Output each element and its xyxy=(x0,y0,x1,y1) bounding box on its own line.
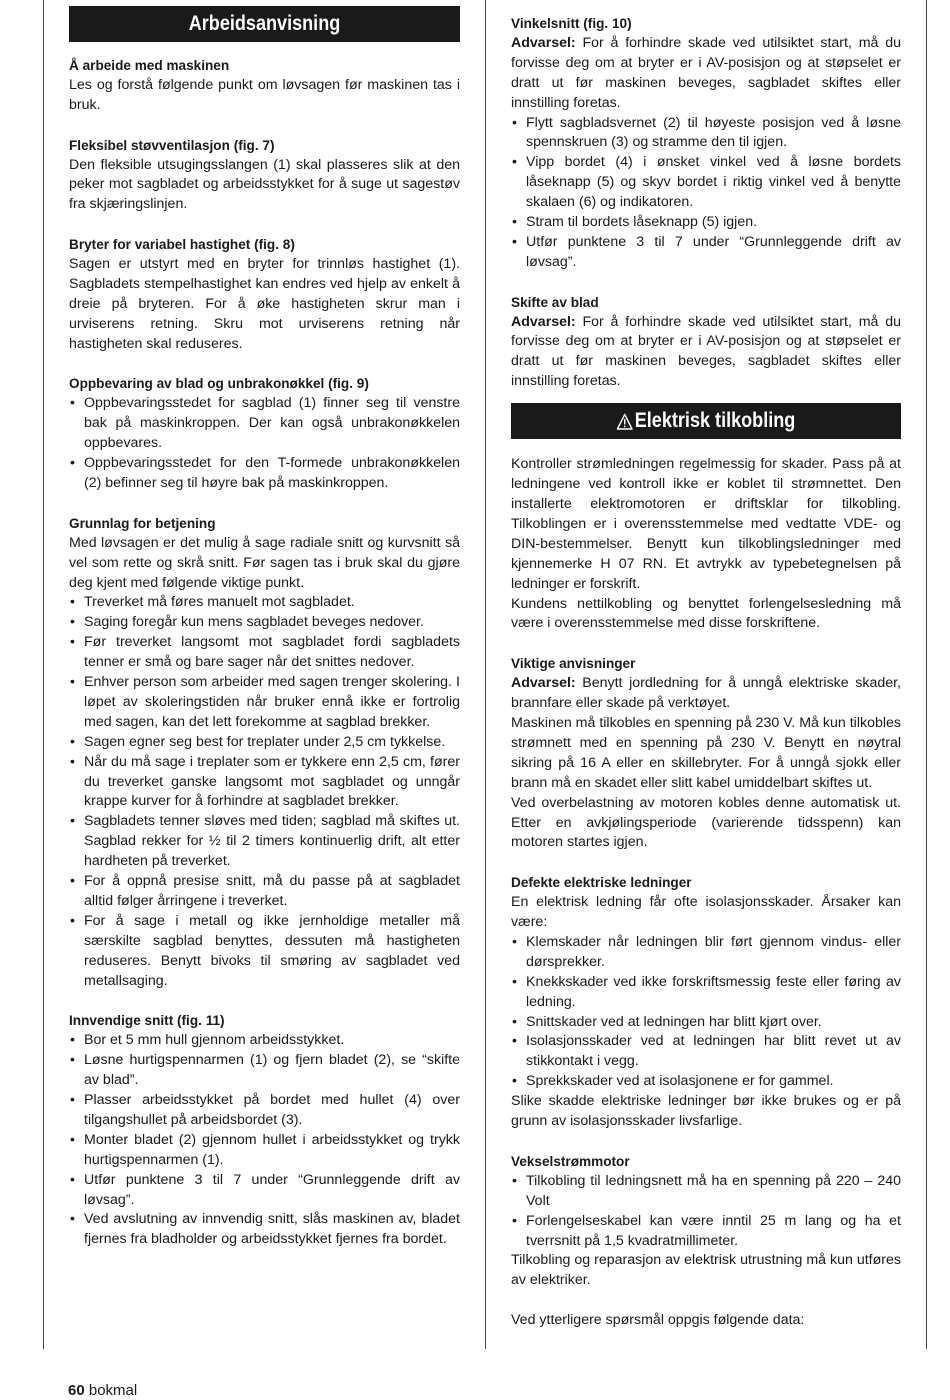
paragraph: Kontroller strømledningen regelmessig for skader. Pass på at ledningene ved kontroll ikke er koblet til strømnettet. Den installerte elektromotoren er driftsklar for tilkobling. Tilkoblingen er i overensstemmelse med vedtatte VDE- og DIN-bestemmelser. Benytt kun tilkoblingsledninger med kjennemerke H 07 RN. Et avtrykk av typebetegnelsen på ledninger er forskrift. xyxy=(511,456,901,592)
paragraph: Med løvsagen er det mulig å sage radiale snitt og kurvsnitt så vel som rette og skrå snitt. Før sagen tas i bruk skal du gjøre deg kjent med følgende viktige punkt. xyxy=(69,534,460,591)
paragraph: Maskinen må tilkobles en spenning på 230 V. Må kun tilkobles strømnett med en spenning på 230 V. Benytt en nøytral sikring på 16 A eller en skillebryter. For å unngå sjokk eller brann må en skadet eller slitt kabel umiddelbart skiftes ut. xyxy=(511,714,901,791)
bullet-list xyxy=(69,394,460,494)
page-footer xyxy=(68,1382,137,1400)
column-divider-rule xyxy=(485,0,486,1349)
section-heading: Fleksibel støvventilasjon (fig. 7) xyxy=(69,137,275,153)
list-item: • Flytt sagbladsvernet (2) til høyeste posisjon ved å løsne spennskruen (3) og stramme den til igjen. xyxy=(511,114,901,154)
section-heading: Viktige anvisninger xyxy=(511,656,636,672)
warning-paragraph xyxy=(511,674,901,714)
list-item: • Stram til bordets låseknapp (5) igjen. xyxy=(511,213,901,233)
list-item: • Treverket må føres manuelt mot sagbladet. xyxy=(69,593,460,613)
list-item: • Oppbevaringsstedet for sagblad (1) finner seg til venstre bak på maskinkroppen. Der kan også unbrakonøkkelen oppbevares. xyxy=(69,394,460,454)
paragraph: Den fleksible utsugingsslangen (1) skal plasseres slik at den peker mot sagbladet og arbeidsstykket for å suge ut sagestøv fra skjæringslinjen. xyxy=(69,156,460,213)
warning-label: Advarsel: xyxy=(511,34,576,51)
banner-title xyxy=(538,403,873,439)
warning-triangle-icon xyxy=(617,406,633,442)
list-item: • Saging foregår kun mens sagbladet beveges nedover. xyxy=(69,613,460,633)
list-item: • Sagbladets tenner sløves med tiden; sagblad må skiftes ut. Sagblad rekker for ½ til 2 timers kontinuerlig drift, alt etter hardheten på treverket. xyxy=(69,812,460,872)
right-column xyxy=(511,14,901,1331)
section-heading: Vinkelsnitt (fig. 10) xyxy=(511,16,632,31)
list-item: • Oppbevaringsstedet for den T-formede unbrakonøkkelen (2) befinner seg til høyre bak på maskinkroppen. xyxy=(69,454,460,494)
paragraph: Kundens nettilkobling og benyttet forlengelsesledning må være i overensstemmelse med disse forskriftene. xyxy=(511,595,901,632)
list-item: • Monter bladet (2) gjennom hullet i arbeidsstykket og trykk hurtigspennarmen (1). xyxy=(69,1131,460,1171)
list-item: • Klemskader når ledningen blir ført gjennom vindus- eller dørsprekker. xyxy=(511,933,901,973)
list-item: • Utfør punktene 3 til 7 under “Grunnleggende drift av løvsag”. xyxy=(511,233,901,273)
bullet-list xyxy=(69,593,460,991)
banner-text: Elektrisk tilkobling xyxy=(634,409,796,433)
warning-paragraph xyxy=(511,313,901,393)
list-item: • Sprekkskader ved at isolasjonene er for gammel. xyxy=(511,1072,901,1092)
paragraph: Sagen er utstyrt med en bryter for trinnløs hastighet (1). Sagbladets stempelhastighet kan endres ved hjelp av enkelt å dreie på bryteren. For å øke hastigheten skrur man i urviserens retning. Skru mot urviserens retning når hastigheten skal reduseres. xyxy=(69,256,460,352)
banner-title: Arbeidsanvisning xyxy=(96,6,432,42)
list-item: • For å oppnå presise snitt, må du passe på at sagbladet alltid følger årringene i treverket. xyxy=(69,872,460,912)
section-heading: Vekselstrømmotor xyxy=(511,1153,630,1169)
list-item: • Enhver person som arbeider med sagen trenger skolering. I løpet av skoleringstiden når bruker ennå ikke er fortrolig med sagen, kan det lett forekomme at sagblad brekker. xyxy=(69,673,460,733)
list-item: • Sagen egner seg best for treplater under 2,5 cm tykkelse. xyxy=(69,733,460,753)
paragraph: Slike skadde elektriske ledninger bør ikke brukes og er på grunn av isolasjonsskader livsfarlige. xyxy=(511,1093,901,1130)
bullet-list xyxy=(511,114,901,273)
section-banner xyxy=(511,403,901,439)
section-heading: Skifte av blad xyxy=(511,294,599,310)
list-item: • Tilkobling til ledningsnett må ha en spenning på 220 – 240 Volt xyxy=(511,1172,901,1212)
list-item: • Løsne hurtigspennarmen (1) og fjern bladet (2), se “skifte av blad”. xyxy=(69,1051,460,1091)
paragraph: En elektrisk ledning får ofte isolasjonsskader. Årsaker kan være: xyxy=(511,894,901,931)
paragraph: Ved overbelastning av motoren kobles denne automatisk ut. Etter en avkjølingsperiode (varierende tidsspenn) kan motoren startes igjen. xyxy=(511,794,901,851)
section-banner xyxy=(69,6,460,42)
warning-label: Advarsel: xyxy=(511,675,576,692)
bullet-list xyxy=(511,933,901,1092)
warning-label: Advarsel: xyxy=(511,313,576,330)
section-heading: Å arbeide med maskinen xyxy=(69,58,230,73)
section-heading: Grunnlag for betjening xyxy=(69,515,216,531)
warning-paragraph xyxy=(511,34,901,114)
bullet-list xyxy=(69,1031,460,1250)
list-item: • Isolasjonsskader ved at ledningen har blitt revet ut av stikkontakt i vegg. xyxy=(511,1032,901,1072)
section-heading: Defekte elektriske ledninger xyxy=(511,875,692,891)
list-item: • Knekkskader ved ikke forskriftsmessig feste eller føring av ledning. xyxy=(511,973,901,1013)
left-column xyxy=(69,6,460,1250)
left-margin-rule xyxy=(43,0,44,1349)
language-label: bokmal xyxy=(88,1382,138,1399)
paragraph: Les og forstå følgende punkt om løvsagen før maskinen tas i bruk. xyxy=(69,76,460,113)
list-item: • Ved avslutning av innvendig snitt, slås maskinen av, bladet fjernes fra bladholder og arbeidsstykket fjernes fra bordet. xyxy=(69,1210,460,1250)
list-item: • Vipp bordet (4) i ønsket vinkel ved å løsne bordets låseknapp (5) og skyv bordet i riktig vinkel ved å benytte skalaen (6) og indikatoren. xyxy=(511,153,901,213)
paragraph: Ved ytterligere spørsmål oppgis følgende data: xyxy=(511,1312,805,1329)
right-margin-rule xyxy=(926,0,927,1349)
warning-text: For å forhindre skade ved utilsiktet start, må du forvisse deg om at bryter er i AV-posisjon og at støpselet er dratt ut før maskinen beveges, sagbladet skiftes eller innstilling foretas. xyxy=(511,34,901,111)
list-item: • Når du må sage i treplater som er tykkere enn 2,5 cm, fører du treverket ganske langsomt mot sagbladet og unngår krappe kurver for å forhindre at sagbladet brekker. xyxy=(69,753,460,813)
paragraph: Tilkobling og reparasjon av elektrisk utrustning må kun utføres av elektriker. xyxy=(511,1252,901,1289)
warning-text: Benytt jordledning for å unngå elektriske skader, brannfare eller skade på verktøyet. xyxy=(511,675,901,712)
section-heading: Oppbevaring av blad og unbrakonøkkel (fig. 9) xyxy=(69,376,369,392)
list-item: • For å sage i metall og ikke jernholdige metaller må særskilte sagblad benyttes, dessuten må hastigheten reduseres. Benytt bivoks til smøring av sagbladet ved metallsaging. xyxy=(69,912,460,992)
list-item: • Forlengelseskabel kan være inntil 25 m lang og ha et tverrsnitt på 1,5 kvadratmillimeter. xyxy=(511,1212,901,1252)
list-item: • Utfør punktene 3 til 7 under “Grunnleggende drift av løvsag”. xyxy=(69,1171,460,1211)
warning-text: For å forhindre skade ved utilsiktet start, må du forvisse deg om at bryter er i AV-posisjon og at støpselet er dratt ut før maskinen beveges, sagbladet skiftes eller innstilling foretas. xyxy=(511,313,901,390)
list-item: • Plasser arbeidsstykket på bordet med hullet (4) over tilgangshullet på arbeidsbordet (3). xyxy=(69,1091,460,1131)
bullet-list xyxy=(511,1172,901,1252)
list-item: • Bor et 5 mm hull gjennom arbeidsstykket. xyxy=(69,1031,460,1051)
page-number: 60 xyxy=(68,1382,85,1399)
section-heading: Bryter for variabel hastighet (fig. 8) xyxy=(69,237,295,253)
list-item: • Snittskader ved at ledningen har blitt kjørt over. xyxy=(511,1013,901,1033)
section-heading: Innvendige snitt (fig. 11) xyxy=(69,1013,225,1029)
list-item: • Før treverket langsomt mot sagbladet fordi sagbladets tenner er små og bare sager når det snittes nedover. xyxy=(69,633,460,673)
